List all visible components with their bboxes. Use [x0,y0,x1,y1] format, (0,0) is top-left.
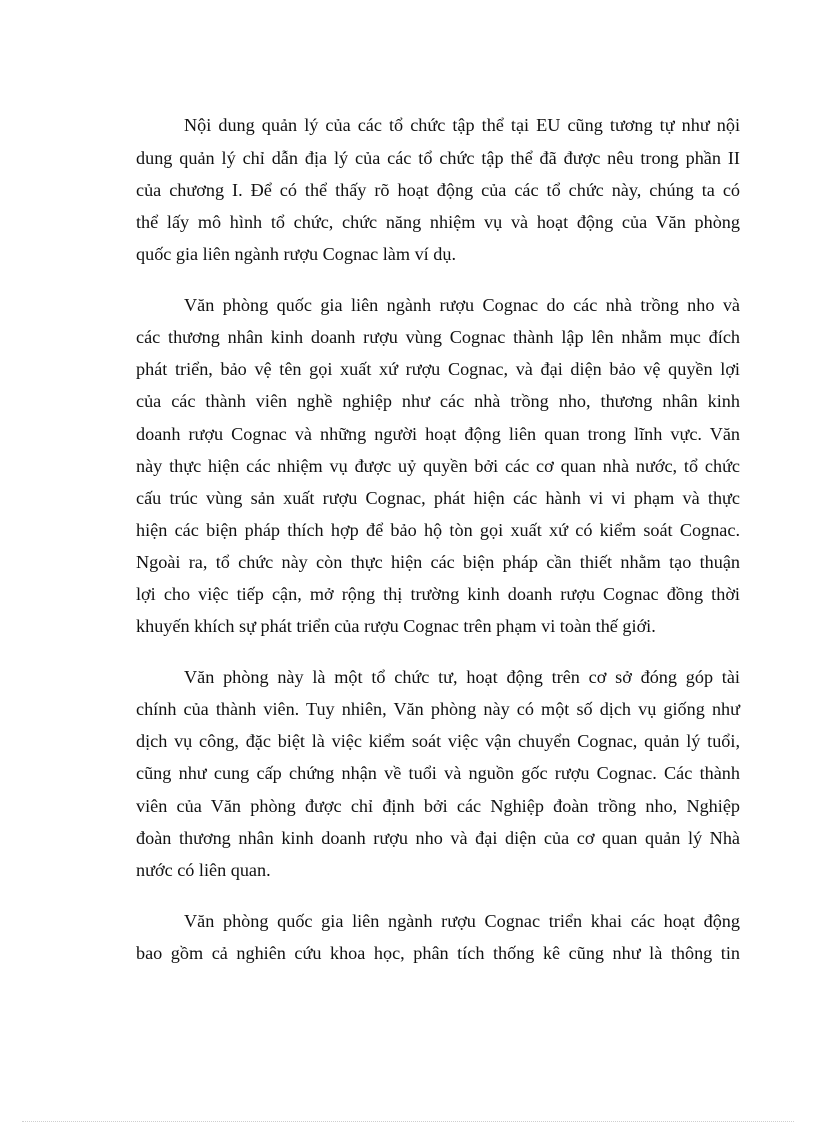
text-line: cũng như cung cấp chứng nhận về tuổi và nguồn gốc rượu Cognac. Các thành [136,763,740,783]
text-line: doanh rượu Cognac và những người hoạt động liên quan trong lĩnh vực. Văn [136,424,740,444]
text-line: Văn phòng quốc gia liên ngành rượu Cognac triển khai các hoạt động [184,911,740,931]
text-line: Văn phòng quốc gia liên ngành rượu Cognac do các nhà trồng nho và [184,295,740,315]
page-bottom-divider [22,1121,794,1122]
text-line: dịch vụ công, đặc biệt là việc kiểm soát việc vận chuyển Cognac, quản lý tuổi, [136,731,740,751]
text-line: phát triển, bảo vệ tên gọi xuất xứ rượu Cognac, và đại diện bảo vệ quyền lợi [136,359,740,379]
text-line: khuyến khích sự phát triển của rượu Cognac trên phạm vi toàn thế giới. [136,616,656,636]
text-line: dung quản lý chỉ dẫn địa lý của các tổ chức tập thể đã được nêu trong phần II [136,148,740,168]
text-line: lợi cho việc tiếp cận, mở rộng thị trường kinh doanh rượu Cognac đồng thời [136,584,740,604]
text-line: hiện các biện pháp thích hợp để bảo hộ tòn gọi xuất xứ có kiểm soát Cognac. [136,520,740,540]
text-line: nước có liên quan. [136,860,271,880]
text-line: Nội dung quản lý của các tổ chức tập thể tại EU cũng tương tự như nội [184,115,740,135]
text-line: Văn phòng này là một tổ chức tư, hoạt động trên cơ sở đóng góp tài [184,667,740,687]
text-line: Ngoài ra, tổ chức này còn thực hiện các biện pháp cần thiết nhằm tạo thuận [136,552,740,572]
text-line: viên của Văn phòng được chỉ định bởi các Nghiệp đoàn trồng nho, Nghiệp [136,796,740,816]
text-line: bao gồm cả nghiên cứu khoa học, phân tích thống kê cũng như là thông tin [136,943,740,963]
text-line: của các thành viên nghề nghiệp như các nhà trồng nho, thương nhân kinh [136,391,740,411]
text-line: đoàn thương nhân kinh doanh rượu nho và đại diện của cơ quan quản lý Nhà [136,828,740,848]
text-line: các thương nhân kinh doanh rượu vùng Cognac thành lập lên nhằm mục đích [136,327,740,347]
text-line: chính của thành viên. Tuy nhiên, Văn phòng này có một số dịch vụ giống như [136,699,740,719]
text-line: cấu trúc vùng sản xuất rượu Cognac, phát hiện các hành vi vi phạm và thực [136,488,740,508]
text-line: thể lấy mô hình tổ chức, chức năng nhiệm vụ và hoạt động của Văn phòng [136,212,740,232]
text-line: của chương I. Để có thể thấy rõ hoạt động của các tổ chức này, chúng ta có [136,180,740,200]
text-line: này thực hiện các nhiệm vụ được uỷ quyền bởi các cơ quan nhà nước, tổ chức [136,456,740,476]
text-line: quốc gia liên ngành rượu Cognac làm ví dụ. [136,244,457,264]
